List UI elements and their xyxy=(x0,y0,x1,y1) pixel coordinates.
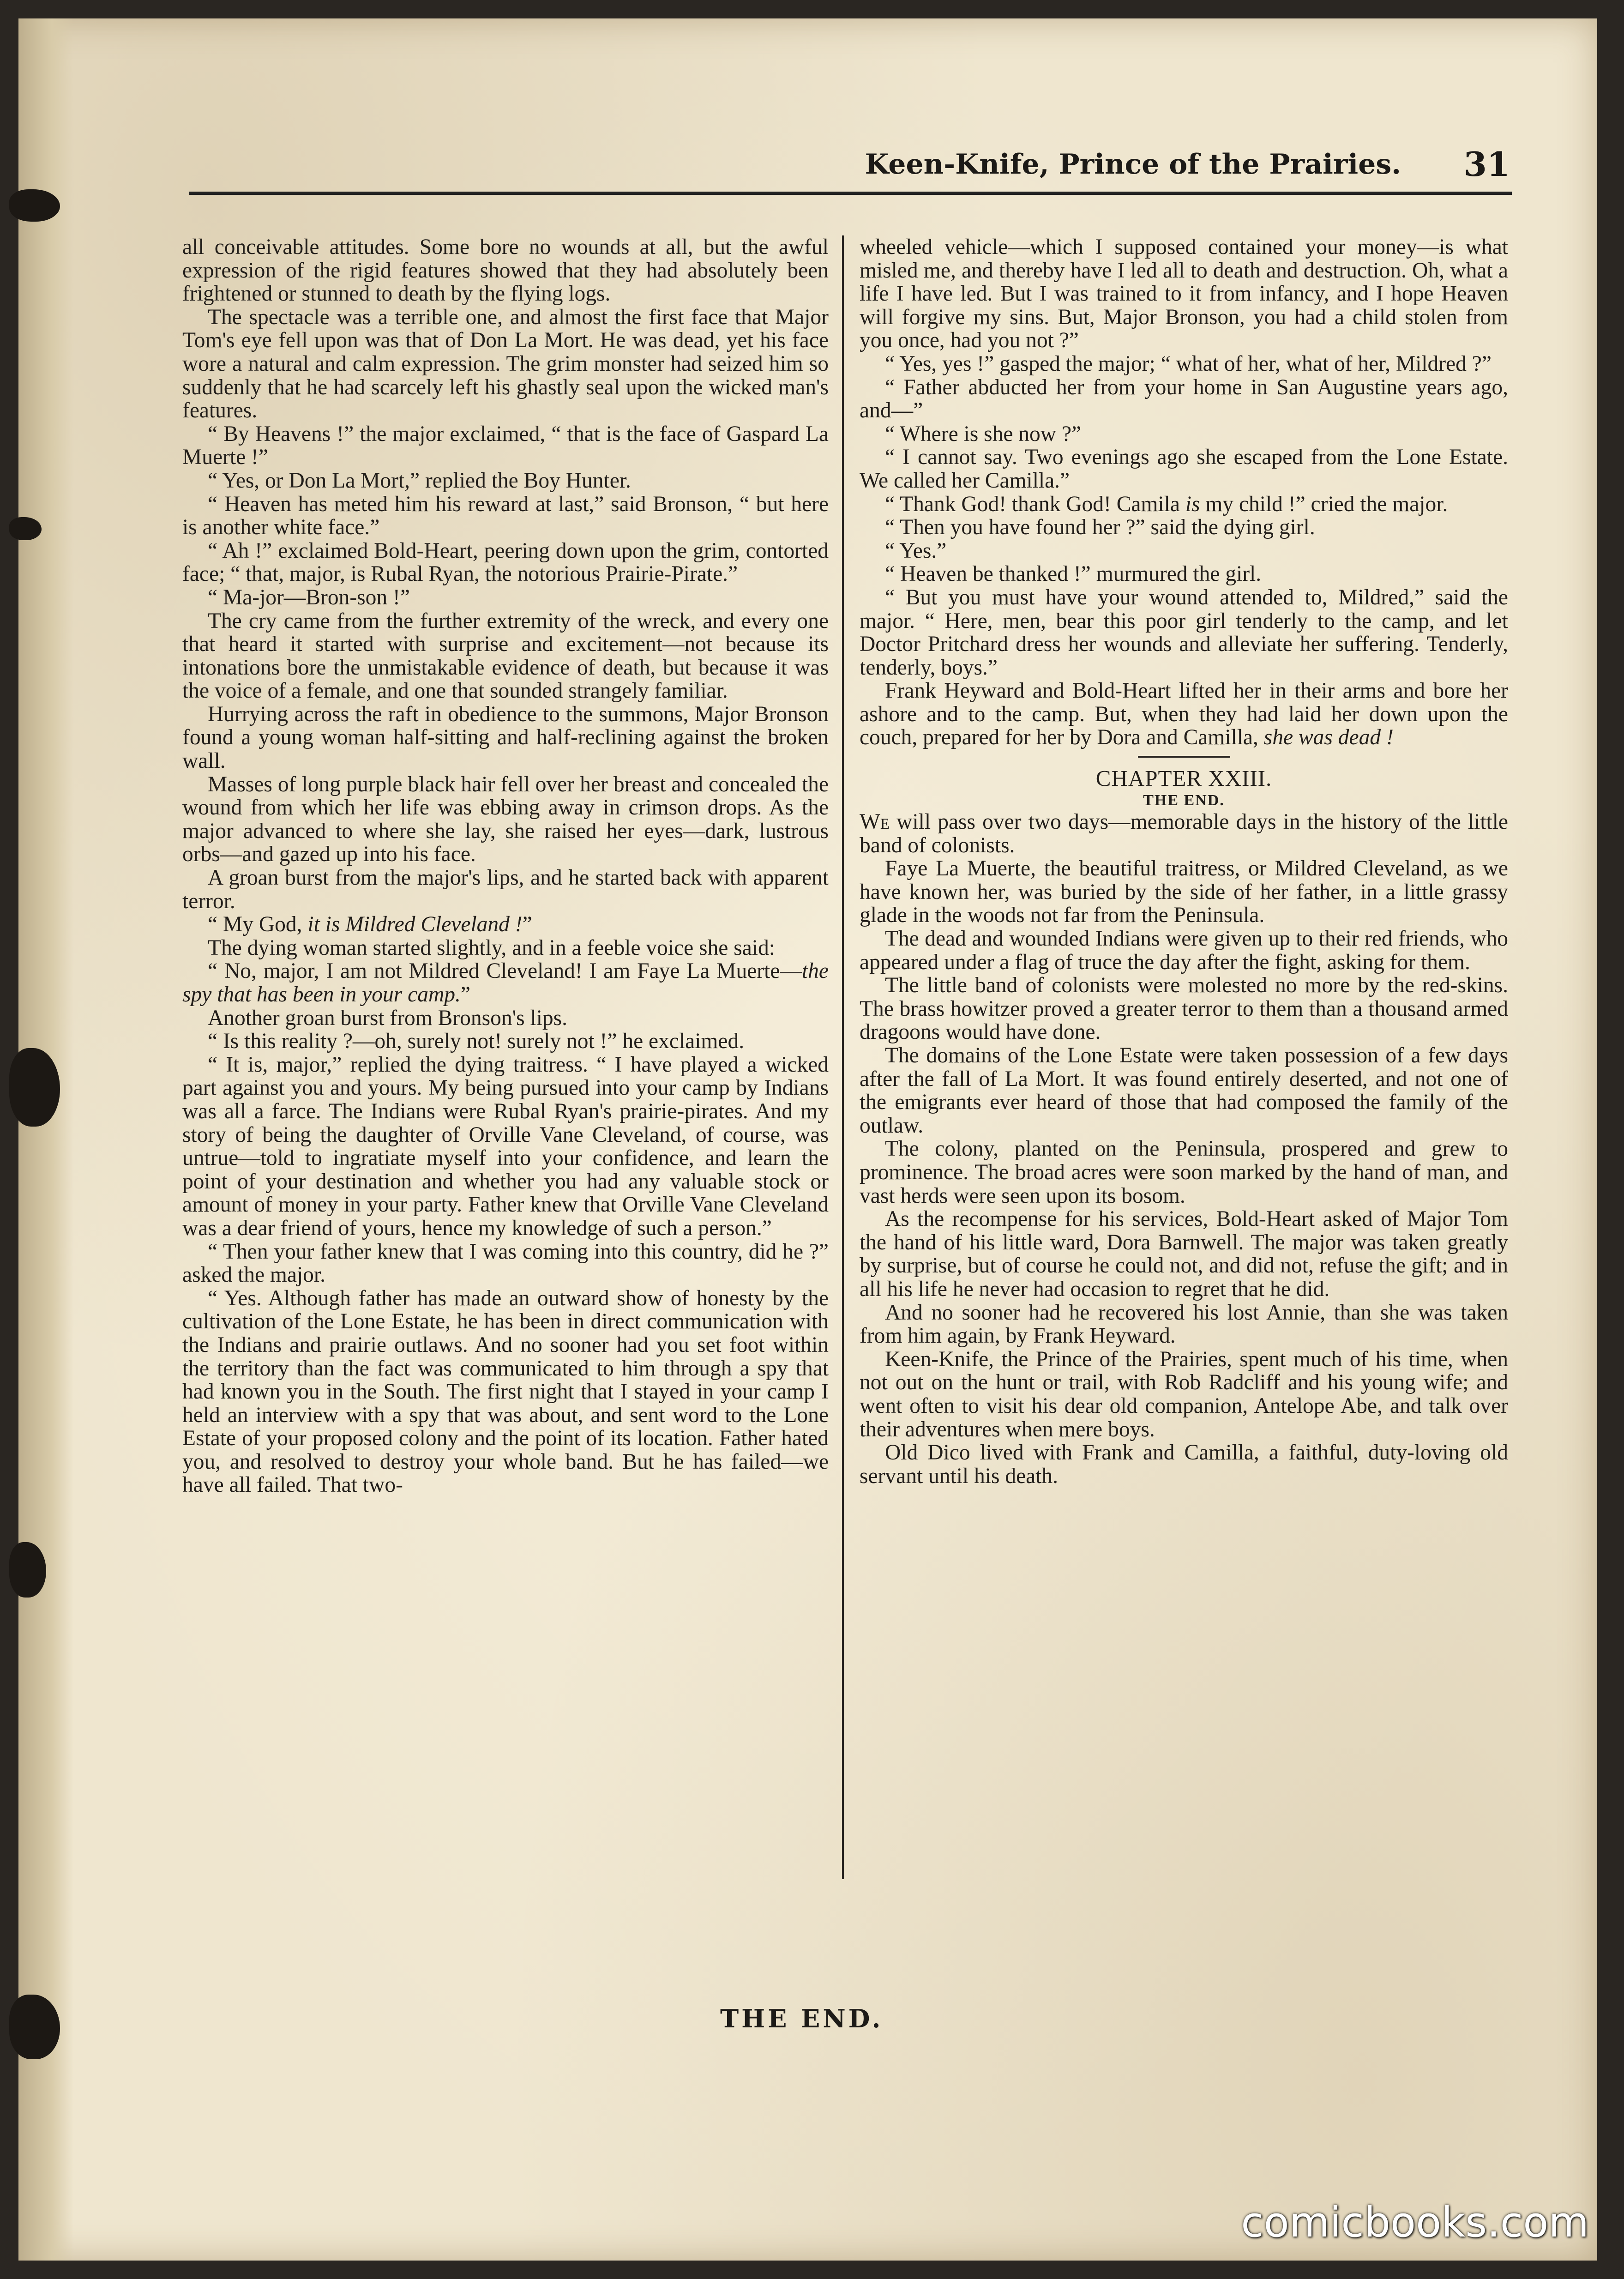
paragraph xyxy=(182,703,829,773)
paragraph xyxy=(860,446,1508,492)
paragraph-text: The little band of colonists were molested no more by the red-skins. The brass howitzer proved a greater terror to them than a thousand armed dragoons would have done. xyxy=(860,973,1508,1044)
paragraph xyxy=(182,1030,829,1053)
paragraph xyxy=(182,586,829,609)
paragraph xyxy=(860,1441,1508,1488)
paragraph-text: will pass over two days—memorable days in the history of the little band of colonists. xyxy=(860,810,1508,857)
paragraph-text: A groan burst from the major's lips, and he started back with apparent terror. xyxy=(182,866,829,913)
paragraph-text: The cry came from the further extremity of the wreck, and every one that heard it started with surprise and excitement—not because its intonations bore the unmistakable evidence of death, but because it was the voice of a female, and one that sounded strangely familiar. xyxy=(182,609,829,703)
paragraph-text: “ Yes, or Don La Mort,” replied the Boy Hunter. xyxy=(208,468,631,493)
paragraph xyxy=(860,1301,1508,1348)
paragraph xyxy=(860,974,1508,1044)
right-column xyxy=(860,235,1508,1488)
paragraph-text: The spectacle was a terrible one, and almost the first face that Major Tom's eye fell upon was that of Don La Mort. He was dead, yet his face wore a natural and calm expression. The grim monster had seized him so suddenly that he had scarcely left his ghastly seal upon the wicked man's features. xyxy=(182,305,829,423)
paragraph-text: Another groan burst from Bronson's lips. xyxy=(208,1006,568,1030)
paragraph xyxy=(860,516,1508,539)
paragraph-text: “ Ma-jor—Bron-son !” xyxy=(208,585,410,609)
paragraph xyxy=(182,609,829,703)
paragraph-text: “ I cannot say. Two evenings ago she escaped from the Lone Estate. We called her Camilla.” xyxy=(860,445,1508,493)
section-rule xyxy=(1138,756,1230,758)
paragraph-text: “ Thank God! thank God! Camila xyxy=(885,492,1185,516)
paragraph xyxy=(860,810,1508,857)
paragraph-text: The dying woman started slightly, and in a feeble voice she said: xyxy=(208,935,775,960)
paragraph xyxy=(860,1137,1508,1207)
paragraph-text: The dead and wounded Indians were given up to their red friends, who appeared under a flag of truce the day after the fight, asking for them. xyxy=(860,927,1508,974)
paragraph xyxy=(182,936,829,960)
paragraph xyxy=(182,773,829,866)
paragraph-text: “ Where is she now ?” xyxy=(885,422,1082,446)
paragraph-text: The domains of the Lone Estate were taken possession of a few days after the fall of La Mort. It was found entirely deserted, and not one of the emigrants ever heard of those that had composed the family of the outlaw. xyxy=(860,1043,1508,1138)
paragraph xyxy=(860,493,1508,516)
paragraph xyxy=(860,1207,1508,1301)
paragraph xyxy=(182,422,829,469)
paragraph xyxy=(860,376,1508,422)
paragraph xyxy=(860,562,1508,586)
paragraph xyxy=(182,539,829,586)
paragraph-text: Masses of long purple black hair fell over her breast and concealed the wound from which her life was ebbing away in crimson drops. As the major advanced to where she lay, she raised her eyes—dark, lustrous orbs—and gazed up into his face. xyxy=(182,772,829,867)
column-divider xyxy=(842,235,844,1879)
paragraph xyxy=(860,586,1508,679)
paragraph xyxy=(860,1044,1508,1137)
chapter-heading: CHAPTER XXIII. xyxy=(1095,766,1272,791)
paragraph-text-tail: ” xyxy=(460,983,470,1007)
paragraph-text: wheeled vehicle—which I supposed contained your money—is what misled me, and thereby have I led all to death and destruction. Oh, what a life I have led. But I was trained to it from infancy, and I hope Heaven will forgive my sins. But, Major Bronson, you had a child stolen from you once, had you not ?” xyxy=(860,235,1508,353)
paragraph xyxy=(860,422,1508,446)
paragraph xyxy=(860,679,1508,749)
chapter-subtitle: THE END. xyxy=(1143,792,1225,809)
paragraph-text: “ Then you have found her ?” said the dying girl. xyxy=(885,515,1315,540)
paragraph xyxy=(182,1287,829,1497)
the-end-label: THE END. xyxy=(720,2004,884,2033)
italic-text: the spy that has been in your camp. xyxy=(182,959,829,1007)
paragraph-text: “ Then your father knew that I was coming into this country, did he ?” asked the major. xyxy=(182,1239,829,1287)
paragraph-text: “ Yes, yes !” gasped the major; “ what of her, what of her, Mildred ?” xyxy=(885,351,1492,376)
paragraph xyxy=(182,1007,829,1030)
paragraph xyxy=(860,235,1508,352)
paragraph xyxy=(860,352,1508,376)
paragraph xyxy=(182,306,829,422)
right-column-text xyxy=(860,235,1508,749)
running-title: Keen-Knife, Prince of the Prairies. xyxy=(865,148,1401,181)
paragraph-text: Frank Heyward and Bold-Heart lifted her in their arms and bore her ashore and to the camp. But, when they had laid her down upon the couch, prepared for her by Dora and Camilla, xyxy=(860,679,1508,750)
paragraph xyxy=(182,1053,829,1240)
binding-damage xyxy=(9,189,60,222)
paragraph-text: “ But you must have your wound attended to, Mildred,” said the major. “ Here, men, bear this poor girl tenderly to the camp, and let Doctor Pritchard dress her wounds and alleviate her suffering. Tenderly, tenderly, boys.” xyxy=(860,585,1508,680)
paragraph-text: “ Heaven be thanked !” murmured the girl. xyxy=(885,562,1262,586)
binding-damage xyxy=(9,1995,60,2059)
left-column xyxy=(182,235,829,1497)
paragraph-text: And no sooner had he recovered his lost Annie, than she was taken from him again, by Frank Heyward. xyxy=(860,1300,1508,1348)
paragraph-text: Hurrying across the raft in obedience to the summons, Major Bronson found a young woman half-sitting and half-reclining against the broken wall. xyxy=(182,702,829,773)
watermark: comicbooks.com xyxy=(1241,2198,1589,2247)
drop-word: We xyxy=(860,810,890,834)
paragraph xyxy=(860,927,1508,974)
paragraph-text: “ By Heavens !” the major exclaimed, “ that is the face of Gaspard La Muerte !” xyxy=(182,422,829,470)
paragraph xyxy=(182,1240,829,1287)
paragraph xyxy=(860,857,1508,927)
paragraph xyxy=(182,493,829,539)
paragraph xyxy=(182,913,829,936)
paragraph xyxy=(182,959,829,1006)
paragraph-text-tail: ” xyxy=(522,912,532,937)
paragraph-text: “ My God, xyxy=(208,912,308,937)
paragraph-text: “ Father abducted her from your home in San Augustine years ago, and—” xyxy=(860,375,1508,423)
paragraph xyxy=(860,539,1508,563)
page-gutter xyxy=(18,18,74,2261)
paragraph-text: Old Dico lived with Frank and Camilla, a faithful, duty-loving old servant until his death. xyxy=(860,1441,1508,1488)
italic-text: she was dead ! xyxy=(1263,725,1394,750)
paragraph-text: “ Heaven has meted him his reward at last,” said Bronson, “ but here is another white face.” xyxy=(182,492,829,540)
book-page xyxy=(18,18,1597,2261)
running-header xyxy=(189,141,1512,195)
paragraph-text-tail: my child !” cried the major. xyxy=(1200,492,1448,516)
paragraph xyxy=(860,1348,1508,1441)
paragraph xyxy=(182,235,829,306)
chapter-body xyxy=(860,810,1508,1488)
paragraph-text: Keen-Knife, the Prince of the Prairies, spent much of his time, when not out on the hunt or trail, with Rob Radcliff and his young wife; and went often to visit his dear old companion, Antelope Abe, and talk over their adventures when mere boys. xyxy=(860,1347,1508,1441)
paragraph-text: “ No, major, I am not Mildred Cleveland! I am Faye La Muerte— xyxy=(208,959,802,983)
paragraph xyxy=(182,469,829,493)
paragraph-text: Faye La Muerte, the beautiful traitress, or Mildred Cleveland, as we have known her, was buried by the side of her father, in a little grassy glade in the woods not far from the Peninsula. xyxy=(860,856,1508,928)
binding-damage xyxy=(9,1542,46,1598)
binding-damage xyxy=(9,517,42,540)
paragraph-text: “ Ah !” exclaimed Bold-Heart, peering down upon the grim, contorted face; “ that, major, is Rubal Ryan, the notorious Prairie-Pirate.” xyxy=(182,538,829,586)
italic-text: it is Mildred Cleveland ! xyxy=(307,912,523,937)
paragraph-text: The colony, planted on the Peninsula, prospered and grew to prominence. The broad acres were soon marked by the hand of man, and vast herds were seen upon its bosom. xyxy=(860,1137,1508,1208)
paragraph-text: As the recompense for his services, Bold-Heart asked of Major Tom the hand of his little ward, Dora Barnwell. The major was taken greatly by surprise, but of course he could not, and did not, refuse the gift; and in all his life he never had occasion to regret that he did. xyxy=(860,1207,1508,1301)
page-number: 31 xyxy=(1463,145,1510,184)
paragraph-text: all conceivable attitudes. Some bore no wounds at all, but the awful expression of the rigid features showed that they had absolutely been frightened or stunned to death by the flying logs. xyxy=(182,235,829,306)
paragraph-text: “ Yes. Although father has made an outward show of honesty by the cultivation of the Lone Estate, he has been in direct communication with the Indians and prairie outlaws. And no sooner had you set foot within the territory than the fact was communicated to him through a spy that had known you in the South. The first night that I stayed in your camp I held an interview with a spy that was about, and sent word to the Lone Estate of your proposed colony and the point of its location. Father hated you, and resolved to destroy your whole band. But he has failed—we have all failed. That two- xyxy=(182,1286,829,1497)
paragraph-text: “ It is, major,” replied the dying traitress. “ I have played a wicked part against you and yours. My being pursued into your camp by Indians was all a farce. The Indians were Rubal Ryan's prairie-pirates. And my story of being the daughter of Orville Vane Cleveland, of course, was untrue—told to ingratiate myself into your confidence, and learn the point of your destination and whether you had any valuable stock or amount of money in your party. Father knew that Orville Vane Cleveland was a dear friend of yours, hence my knowledge of such a person.” xyxy=(182,1052,829,1240)
italic-text: is xyxy=(1185,492,1200,516)
paragraph-text: “ Yes.” xyxy=(885,538,947,563)
paragraph-text: “ Is this reality ?—oh, surely not! surely not !” he exclaimed. xyxy=(208,1029,745,1054)
paragraph xyxy=(182,866,829,913)
